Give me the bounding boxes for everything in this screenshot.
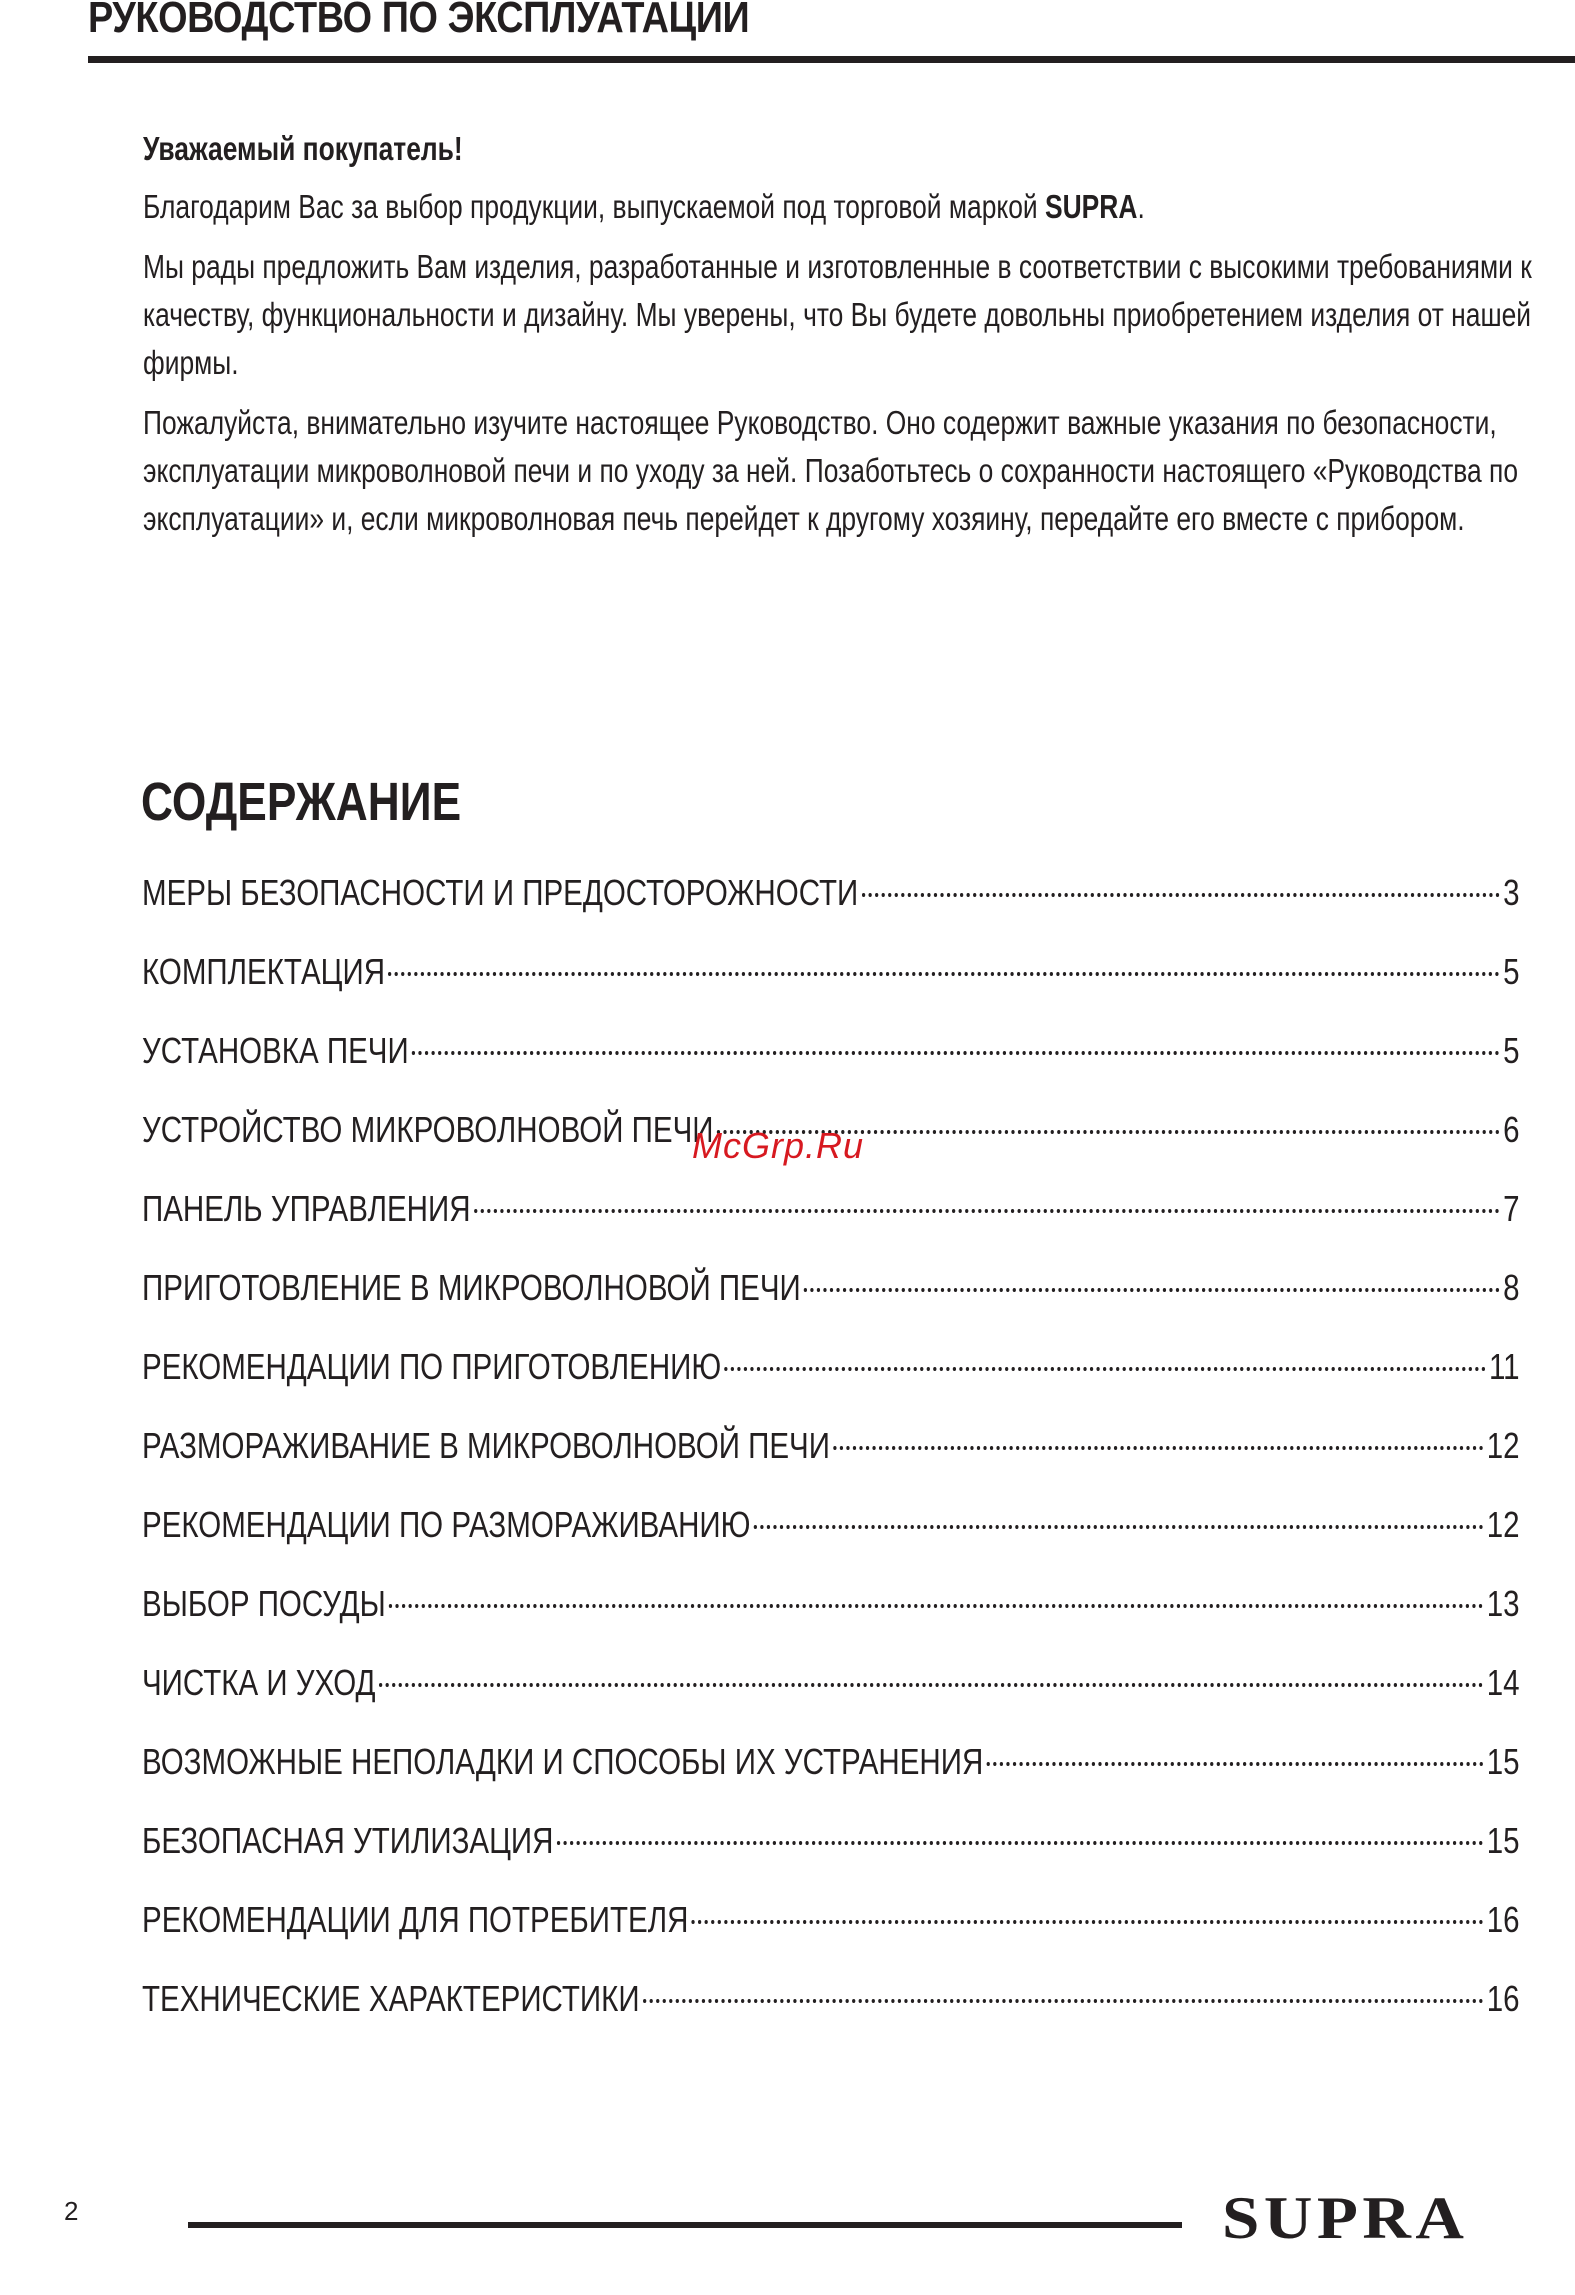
toc-leader-dots: [557, 1841, 1484, 1845]
toc-item-label: ТЕХНИЧЕСКИЕ ХАРАКТЕРИСТИКИ: [142, 1978, 640, 2019]
toc-item[interactable]: [142, 1421, 1522, 1500]
toc-item-page: 6: [1503, 1109, 1520, 1150]
toc-leader-dots: [388, 972, 1500, 976]
toc-item-page: 7: [1503, 1188, 1520, 1229]
toc-item-label: РЕКОМЕНДАЦИИ ПО РАЗМОРАЖИВАНИЮ: [142, 1504, 751, 1545]
toc-item[interactable]: [142, 1816, 1522, 1895]
greeting: Уважаемый покупатель!: [143, 130, 463, 167]
toc-leader-dots: [862, 893, 1500, 897]
toc-item-page: 5: [1503, 951, 1520, 992]
intro-thanks-end: .: [1137, 188, 1145, 225]
toc-item-page: 16: [1486, 1899, 1520, 1940]
intro-paragraph-2: Мы рады предложить Вам изделия, разработанные и изготовленные в соответствии с высокими требованиями к качеству, функциональности и дизайну. Мы уверены, что Вы будете довольны приобретением изделия от нашей фирмы.: [143, 248, 1532, 381]
toc-item-label: РЕКОМЕНДАЦИИ ПО ПРИГОТОВЛЕНИЮ: [142, 1346, 722, 1387]
supra-logo: SUPRA: [1222, 2185, 1469, 2251]
toc-item-label: УСТАНОВКА ПЕЧИ: [142, 1030, 409, 1071]
intro-section: [143, 125, 1543, 555]
toc-leader-dots: [389, 1604, 1483, 1608]
page-header-title: РУКОВОДСТВО ПО ЭКСПЛУАТАЦИИ: [88, 0, 750, 42]
table-of-contents: [142, 868, 1522, 2053]
toc-item-page: 5: [1503, 1030, 1520, 1071]
toc-item-label: ПРИГОТОВЛЕНИЕ В МИКРОВОЛНОВОЙ ПЕЧИ: [142, 1267, 801, 1308]
toc-leader-dots: [754, 1525, 1484, 1529]
toc-item-label: РАЗМОРАЖИВАНИЕ В МИКРОВОЛНОВОЙ ПЕЧИ: [142, 1425, 830, 1466]
toc-item-label: ПАНЕЛЬ УПРАВЛЕНИЯ: [142, 1188, 471, 1229]
toc-item-label: УСТРОЙСТВО МИКРОВОЛНОВОЙ ПЕЧИ: [142, 1109, 714, 1150]
toc-item-page: 13: [1486, 1583, 1520, 1624]
toc-item-page: 14: [1486, 1662, 1520, 1703]
toc-item-page: 15: [1486, 1741, 1520, 1782]
toc-leader-dots: [412, 1051, 1500, 1055]
intro-paragraph-3: Пожалуйста, внимательно изучите настоящее Руководство. Оно содержит важные указания по безопасности, эксплуатации микроволновой печи и по уходу за ней. Позаботьтесь о сохранности настоящего «Руководства по эксплуатации» и, если микроволновая печь перейдет к другому хозяину, передайте его вместе с прибором.: [143, 404, 1519, 537]
toc-leader-dots: [692, 1920, 1484, 1924]
toc-item-label: ВЫБОР ПОСУДЫ: [142, 1583, 386, 1624]
toc-item[interactable]: [142, 1974, 1522, 2053]
toc-leader-dots: [379, 1683, 1484, 1687]
toc-item-label: МЕРЫ БЕЗОПАСНОСТИ И ПРЕДОСТОРОЖНОСТИ: [142, 872, 859, 913]
footer-rule: [188, 2222, 1182, 2228]
toc-item[interactable]: [142, 1737, 1522, 1816]
toc-item-label: РЕКОМЕНДАЦИИ ДЛЯ ПОТРЕБИТЕЛЯ: [142, 1899, 689, 1940]
toc-item[interactable]: [142, 1658, 1522, 1737]
toc-item-label: КОМПЛЕКТАЦИЯ: [142, 951, 386, 992]
toc-leader-dots: [474, 1209, 1500, 1213]
toc-item[interactable]: [142, 1026, 1522, 1105]
toc-item-label: БЕЗОПАСНАЯ УТИЛИЗАЦИЯ: [142, 1820, 554, 1861]
toc-item-label: ВОЗМОЖНЫЕ НЕПОЛАДКИ И СПОСОБЫ ИХ УСТРАНЕНИЯ: [142, 1741, 984, 1782]
watermark: McGrp.Ru: [692, 1125, 865, 1166]
toc-item-page: 16: [1486, 1978, 1520, 2019]
toc-title: СОДЕРЖАНИЕ: [141, 772, 462, 832]
toc-leader-dots: [804, 1288, 1500, 1292]
page-number: 2: [64, 2196, 79, 2226]
toc-item-label: ЧИСТКА И УХОД: [142, 1662, 376, 1703]
toc-item-page: 12: [1486, 1504, 1520, 1545]
toc-item[interactable]: [142, 1500, 1522, 1579]
toc-item[interactable]: [142, 1579, 1522, 1658]
toc-item[interactable]: [142, 1895, 1522, 1974]
header-rule: [88, 56, 1575, 63]
toc-item[interactable]: [142, 1184, 1522, 1263]
intro-thanks-text: Благодарим Вас за выбор продукции, выпускаемой под торговой маркой: [143, 188, 1046, 225]
toc-leader-dots: [643, 1999, 1484, 2003]
toc-item-page: 3: [1503, 872, 1520, 913]
toc-item[interactable]: [142, 1263, 1522, 1342]
toc-item-page: 11: [1488, 1346, 1520, 1387]
brand-name: SUPRA: [1045, 188, 1138, 225]
toc-item[interactable]: [142, 947, 1522, 1026]
toc-item[interactable]: [142, 1342, 1522, 1421]
toc-item[interactable]: [142, 868, 1522, 947]
toc-item-page: 15: [1486, 1820, 1520, 1861]
toc-leader-dots: [724, 1367, 1485, 1371]
toc-item-page: 8: [1503, 1267, 1520, 1308]
intro-thanks: [143, 183, 1543, 231]
toc-leader-dots: [987, 1762, 1484, 1766]
toc-item-page: 12: [1486, 1425, 1520, 1466]
toc-leader-dots: [833, 1446, 1483, 1450]
